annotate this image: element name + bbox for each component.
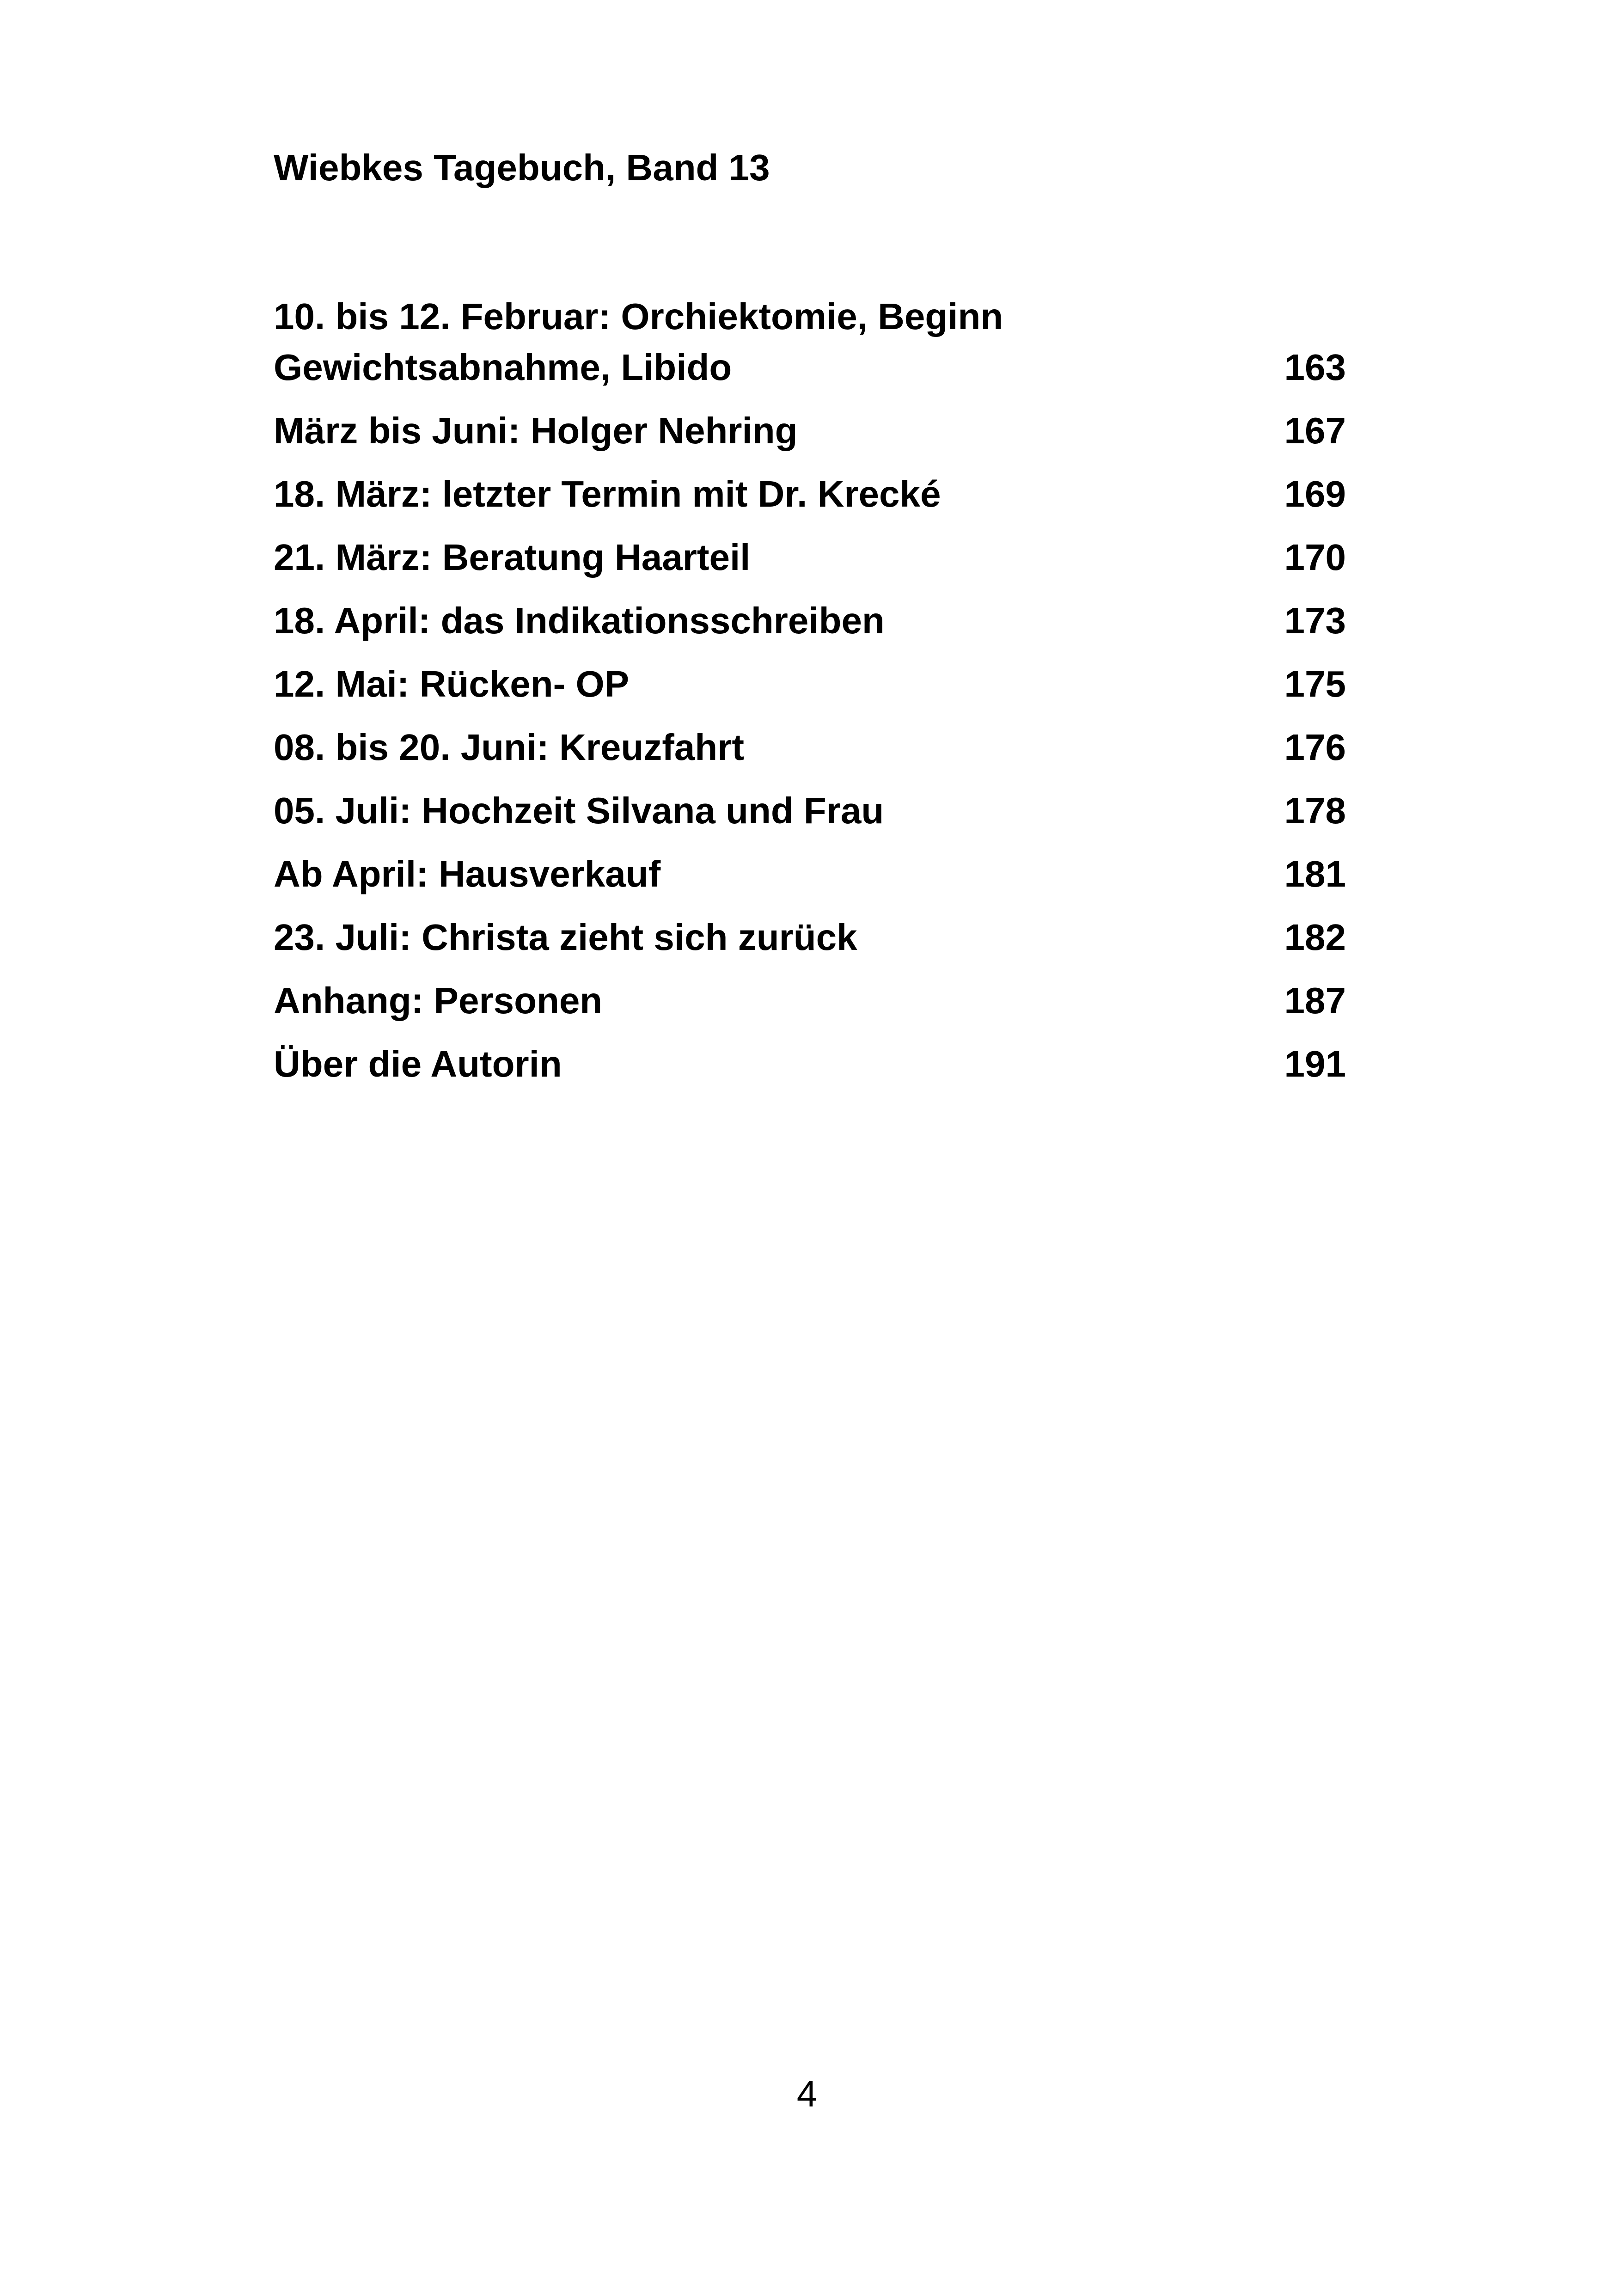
toc-entry-title: 08. bis 20. Juni: Kreuzfahrt [274,727,745,768]
toc-entry-page: 169 [1284,473,1346,514]
toc-entry [274,722,1346,773]
toc-entry-page: 173 [1284,600,1346,641]
toc-entry-title [274,291,1346,393]
toc-entry-page: 181 [1284,853,1346,894]
toc-entry [274,785,1346,836]
toc-entry-title: 18. März: letzter Termin mit Dr. Krecké [274,473,941,514]
toc-entry [274,405,1346,456]
toc-entry-page: 178 [1284,790,1346,831]
toc-entry [274,291,1346,393]
toc-entry-title: 05. Juli: Hochzeit Silvana und Frau [274,790,884,831]
toc-entry [274,912,1346,963]
toc-entry-title: 21. März: Beratung Haarteil [274,537,751,578]
toc-entry-page: 191 [1284,1043,1346,1084]
toc-entry-title: 23. Juli: Christa zieht sich zurück [274,917,857,958]
toc-entry [274,659,1346,710]
toc-entry [274,532,1346,583]
toc-entry-title: Ab April: Hausverkauf [274,853,661,894]
toc-entry-page: 187 [1284,980,1346,1021]
running-title: Wiebkes Tagebuch, Band 13 [274,147,770,188]
toc-entry-page: 163 [1284,347,1346,388]
toc-entry-title: 12. Mai: Rücken- OP [274,663,630,704]
toc-entry-page: 176 [1284,727,1346,768]
toc-entry-title: März bis Juni: Holger Nehring [274,410,798,451]
toc-entry [274,469,1346,520]
toc-entry [274,595,1346,646]
toc-entry-title-line: 10. bis 12. Februar: Orchiektomie, Beginn [274,296,1003,337]
toc-entry-page: 167 [1284,410,1346,451]
toc-entry-title: Anhang: Personen [274,980,603,1021]
toc-entry-page: 170 [1284,537,1346,578]
toc-entry-page: 175 [1284,663,1346,704]
toc-entry-title-line: Gewichtsabnahme, Libido [274,347,732,388]
toc-entry-page: 182 [1284,917,1346,958]
toc-entry [274,1039,1346,1090]
toc-entry-title: Über die Autorin [274,1043,562,1084]
table-of-contents [274,291,1346,1102]
toc-entry [274,849,1346,900]
page-number: 4 [796,2073,818,2114]
toc-entry [274,975,1346,1026]
toc-entry-title: 18. April: das Indikationsschreiben [274,600,885,641]
